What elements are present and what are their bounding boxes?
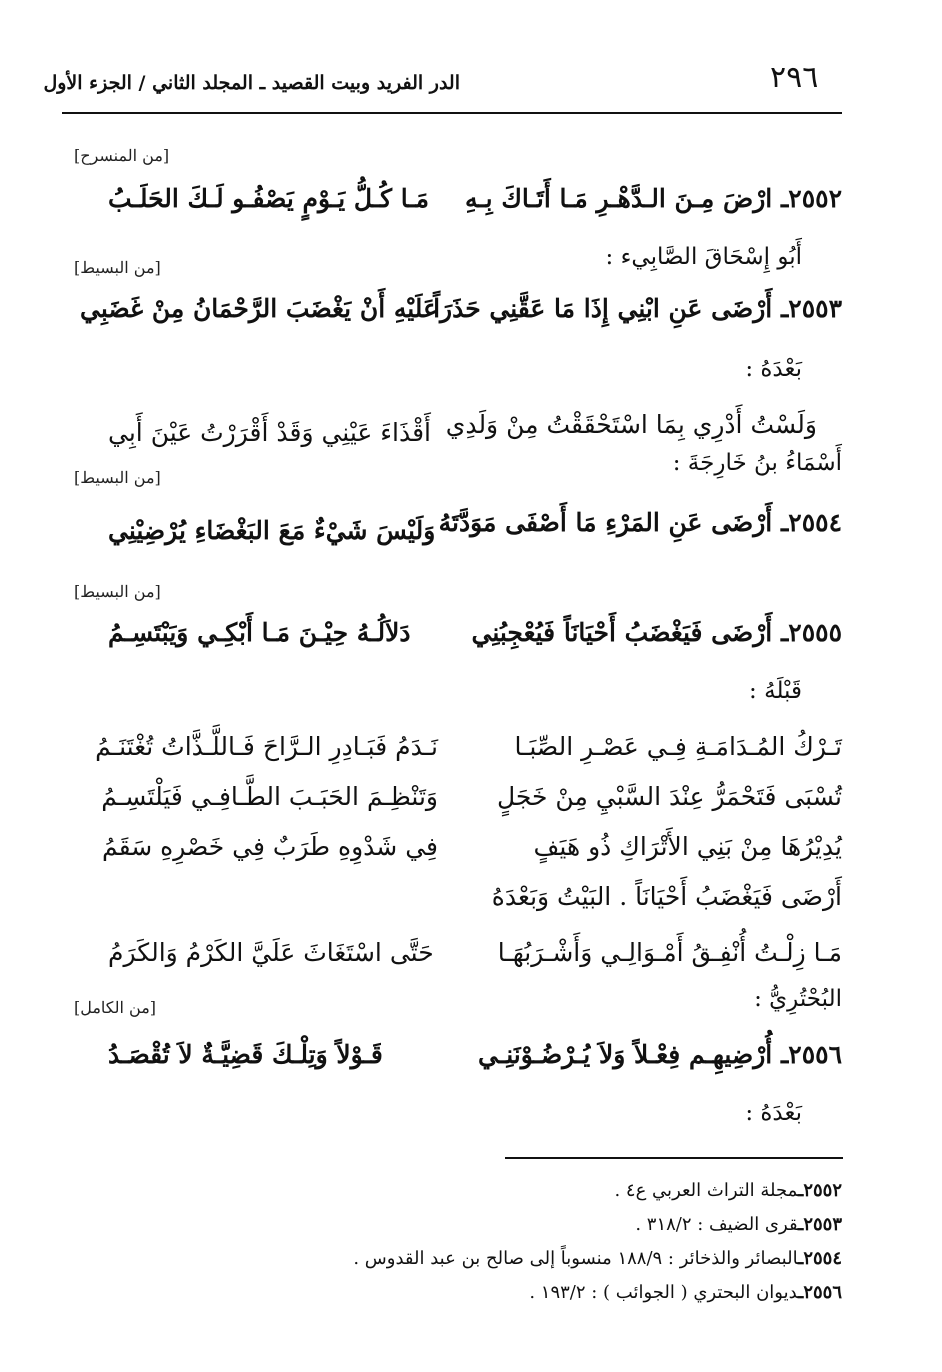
section-label: أَرْضَى فَيَغْضَبُ أَحْيَانَاً . البَيْتُ وَبَعْدَهُ [491,882,842,911]
verse-second-hemistich: وَتَنْظِـمَ الحَبَـبَ الطَّـافِـي فَيَلْتَسِـمُ [101,782,438,811]
footnote: ٢٥٥٣ـقرى الضيف : ٣١٨/٢ . [635,1214,842,1235]
meter-label: [من الكامل] [74,998,157,1017]
verse-number: ٢٥٥٤ـ [780,508,842,537]
verse-2556-second-hemistich: قَـوْلاً وَتِلْـكَ قَضِيَّـةٌ لاَ تُقْصَـدُ [108,1040,383,1069]
verse-number: ٢٥٥٣ـ [780,294,842,323]
verse-2552-second-hemistich: مَـا كُـلُّ يَـوْمٍ يَصْفُـو لَـكَ الحَلَـبُ [108,184,430,213]
header-divider [62,112,842,114]
meter-label: [من المنسرح] [74,146,170,165]
verse-2554-first-hemistich: ٢٥٥٤ـ أَرْضَى عَنِ المَرْءِ مَا أَصْفَى مَوَدَّتَهُ [438,508,842,537]
section-label: بَعْدَهُ : [745,1100,802,1126]
footnote-number: ٢٥٥٤ـ [798,1248,842,1269]
verse-first-hemistich: يُدِيْرُهَا مِنْ بَنِي الأَتْرَاكِ ذُو هَيَفٍ [533,832,842,861]
footnote-number: ٢٥٥٦ـ [798,1282,842,1303]
verse-2552-first-hemistich: ٢٥٥٢ـ ارْضَ مِـنَ الـدَّهْـرِ مَـا أَتَـاكَ بِـهِ [464,184,842,213]
poet-attribution: أَبُو إِسْحَاقَ الصَّابِيء : [605,244,802,270]
verse-2553-second-hemistich: عَلَيْهِ أَنْ يَغْضَبَ الرَّحْمَانُ مِنْ غَضَبِي [79,294,438,323]
verse-first-hemistich: مَـا زِلْـتُ أُنْفِـقُ أَمْـوَالِـي وَأَشْـرَبُهَـا [497,938,842,967]
poet-attribution: البُحْتُرِيُّ : [754,986,842,1012]
footnote: ٢٥٥٤ـالبصائر والذخائر : ١٨٨/٩ منسوباً إلى صالح بن عبد القدوس . [353,1248,842,1269]
section-label: قَبْلَهُ : [749,678,802,704]
section-label: بَعْدَهُ : [745,356,802,382]
verse-2555-second-hemistich: دَلاَلُـهُ حِيْـنَ مَـا أَبْكِـي وَيَبْتَسِـمُ [108,618,411,647]
verse-second-hemistich: أَقْذَاءَ عَيْنِي وَقَدْ أَقْرَرْتُ عَيْنَ أَبِي [108,418,431,447]
verse-2555-first-hemistich: ٢٥٥٥ـ أَرْضَى فَيَغْضَبُ أَحْيَانَاً فَيُعْجِبُنِي [471,618,842,647]
running-header: الدر الفريد وبيت القصيد ـ المجلد الثاني / الجزء الأول [43,72,460,94]
verse-second-hemistich: نَـدَمُ فَبَـادِرِ الـرَّاحَ فَـاللَّـذَّاتُ تُغْتَنَـمُ [95,732,438,761]
verse-2554-second-hemistich: وَلَيْسَ شَيْءٌ مَعَ البَغْضَاءِ يُرْضِيْنِي [108,516,436,545]
meter-label: [من البسيط] [74,468,161,487]
footnote-number: ٢٥٥٢ـ [798,1180,842,1201]
verse-first-hemistich: تَـرْكُ المُـدَامَـةِ فِـي عَصْـرِ الصِّبَـا [514,732,842,761]
verse-second-hemistich: فِي شَدْوِهِ طَرَبٌ فِي خَصْرِهِ سَقَمُ [101,832,438,861]
verse-first-hemistich: وَلَسْتُ أَدْرِي بِمَا اسْتَحْقَقْتُ مِنْ وَلَدِي [445,410,817,439]
verse-2553-first-hemistich: ٢٥٥٣ـ أَرْضَى عَنِ ابْنِي إِذَا مَا عَقَّنِي حَذَرَاً [433,294,842,323]
verse-2556-first-hemistich: ٢٥٥٦ـ أُرْضِيهِـم فِعْـلاً وَلاَ يُـرْضُـوْنَنِـي [478,1040,842,1069]
verse-second-hemistich: حَتَّى اسْتَغَاثَ عَلَيَّ الكَرْمُ وَالكَرَمُ [108,938,434,967]
verse-number: ٢٥٥٦ـ [780,1040,842,1069]
footnote-number: ٢٥٥٣ـ [798,1214,842,1235]
meter-label: [من البسيط] [74,258,161,277]
verse-number: ٢٥٥٥ـ [780,618,842,647]
verse-number: ٢٥٥٢ـ [780,184,842,213]
verse-first-hemistich: تُسْبَى فَتَحْمَرُّ عِنْدَ السَّبْيِ مِنْ خَجَلٍ [496,782,842,811]
poet-attribution: أَسْمَاءُ بنُ خَارِجَةَ : [672,450,842,476]
meter-label: [من البسيط] [74,582,161,601]
footnote: ٢٥٥٢ـمجلة التراث العربي ع٤ . [614,1180,842,1201]
page-number: ٢٩٦ [770,60,819,95]
footnote: ٢٥٥٦ـديوان البحتري ( الجوائب ) : ١٩٣/٢ . [529,1282,842,1303]
footnote-divider [505,1157,843,1159]
